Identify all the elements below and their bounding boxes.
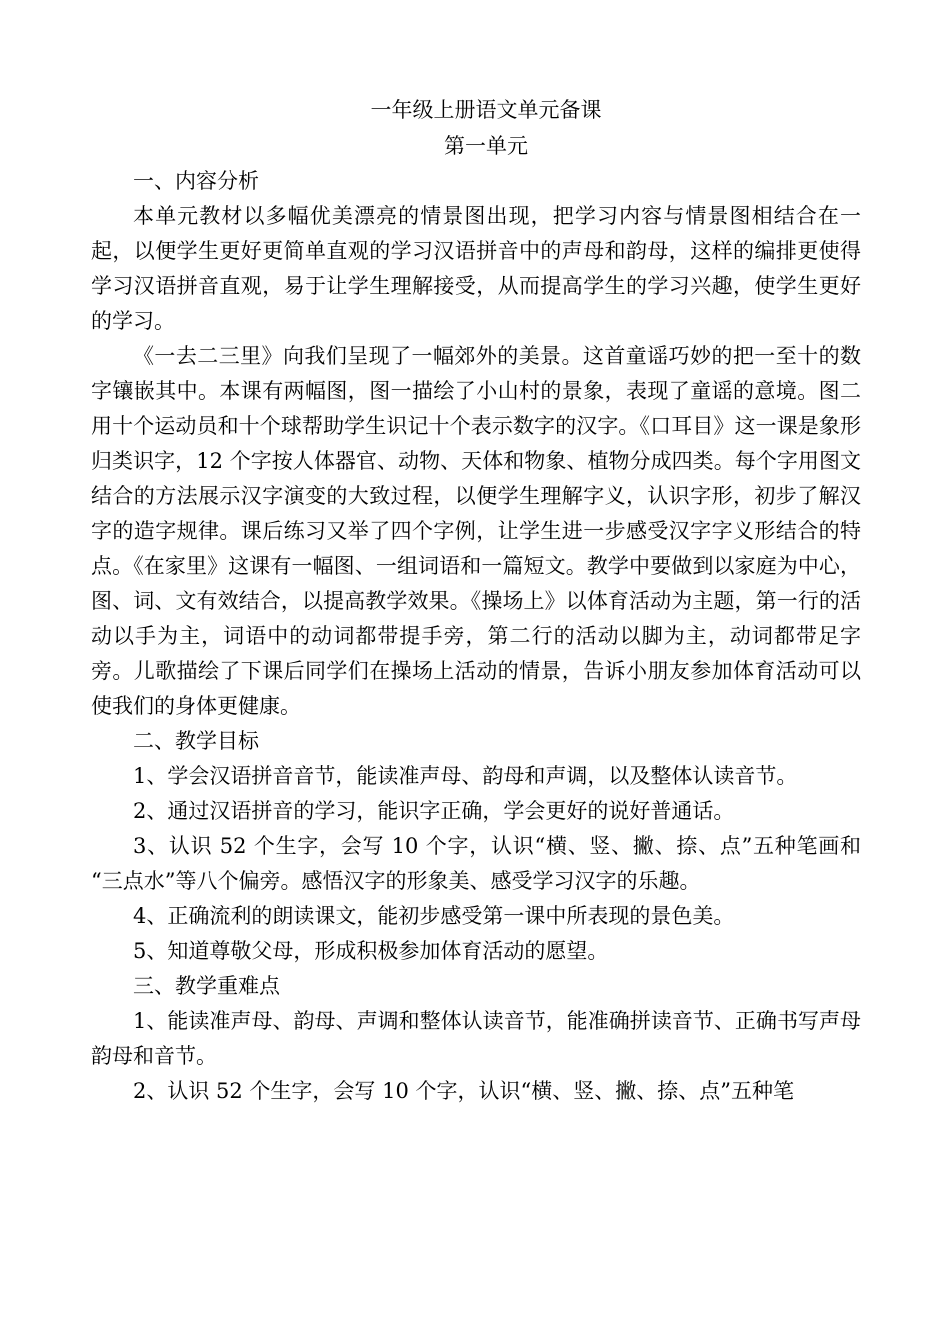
paragraph-lessons-overview: 《一去二三里》向我们呈现了一幅郊外的美景。这首童谣巧妙的把一至十的数字镶嵌其中。本课有两幅图，图一描绘了小山村的景象，表现了童谣的意境。图二用十个运动员和十个球帮助学生识记十个表示数字的汉字。《口耳目》这一课是象形归类识字，12 个字按人体器官、动物、天体和物象、植物分成四类。每个字用图文结合的方法展示汉字演变的大致过程，以便学生理解字义，认识字形，初步了解汉字的造字规律。课后练习又举了四个字例，让学生进一步感受汉字字义形结合的特点。《在家里》这课有一幅图、一组词语和一篇短文。教学中要做到以家庭为中心，图、词、文有效结合，以提高教学效果。《操场上》以体育活动为主题，第一行的活动以手为主，词语中的动词都带提手旁，第二行的活动以脚为主，动词都带足字旁。儿歌描绘了下课后同学们在操场上活动的情景，告诉小朋友参加体育活动可以使我们的身体更健康。 <box>91 344 861 718</box>
section-heading-teaching-goals: 二、教学目标 <box>133 729 259 753</box>
document-title: 一年级上册语文单元备课 <box>370 98 602 122</box>
paragraph-unit-overview: 本单元教材以多幅优美漂亮的情景图出现，把学习内容与情景图相结合在一起，以便学生更好更简单直观的学习汉语拼音中的声母和韵母，这样的编排更使得学习汉语拼音直观，易于让学生理解接受，从而提高学生的学习兴趣，使学生更好的学习。 <box>91 204 861 333</box>
section-heading-content-analysis: 一、内容分析 <box>133 169 259 193</box>
list-item-goal-4: 4、正确流利的朗读课文，能初步感受第一课中所表现的景色美。 <box>133 904 735 928</box>
list-item-goal-2: 2、通过汉语拼音的学习，能识字正确，学会更好的说好普通话。 <box>133 799 735 823</box>
document-body <box>91 92 861 1109</box>
list-item-goal-5: 5、知道尊敬父母，形成积极参加体育活动的愿望。 <box>133 939 609 963</box>
list-item-goal-1: 1、学会汉语拼音音节，能读准声母、韵母和声调，以及整体认读音节。 <box>133 764 798 788</box>
unit-title: 第一单元 <box>444 134 528 158</box>
list-item-key-point-1: 1、能读准声母、韵母、声调和整体认读音节，能准确拼读音节、正确书写声母韵母和音节。 <box>91 1009 861 1068</box>
list-item-key-point-2: 2、认识 52 个生字，会写 10 个字，认识“横、竖、撇、捺、点”五种笔 <box>133 1079 794 1103</box>
section-heading-key-points: 三、教学重难点 <box>133 974 280 998</box>
list-item-goal-3: 3、认识 52 个生字，会写 10 个字，认识“横、竖、撇、捺、点”五种笔画和 “三点水”等八个偏旁。感悟汉字的形象美、感受学习汉字的乐趣。 <box>91 834 861 893</box>
